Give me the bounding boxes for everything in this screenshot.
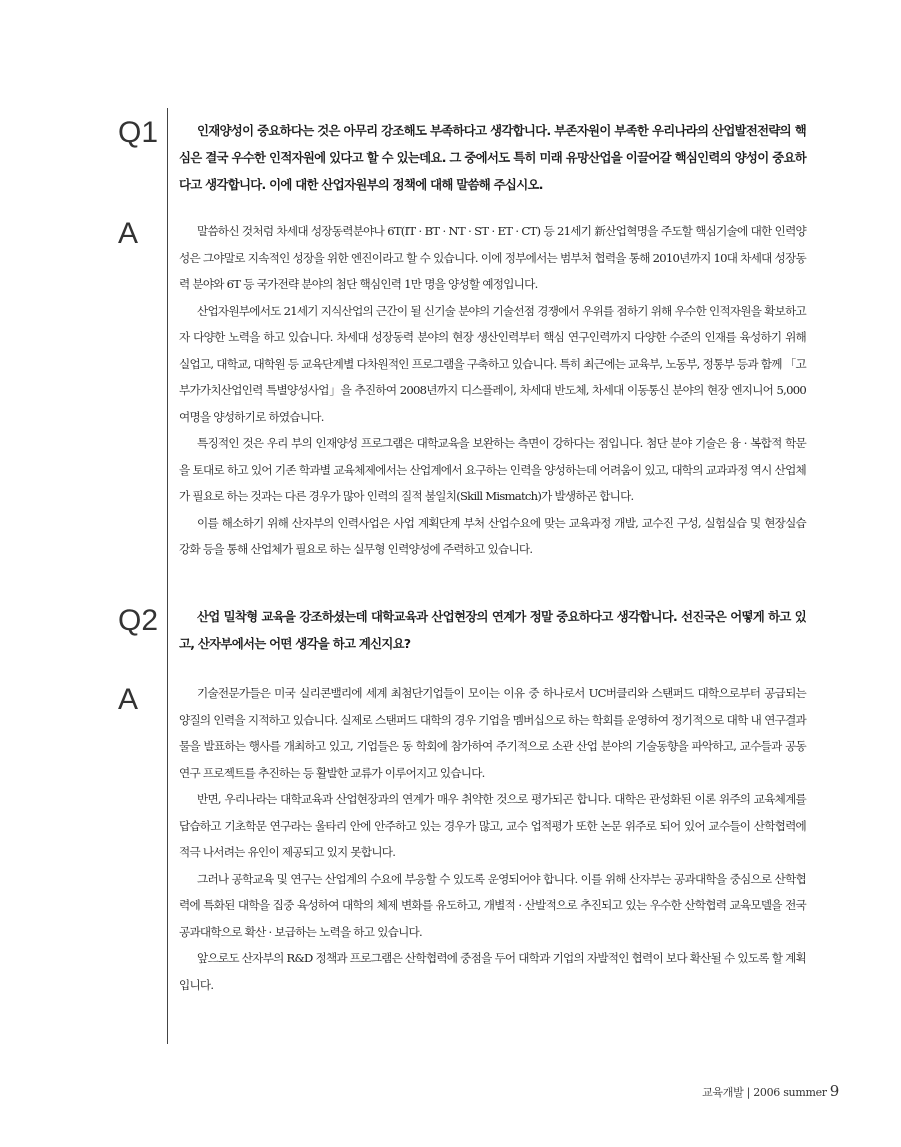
question-1 <box>179 117 806 198</box>
answer-2-paragraph: 반면, 우리나라는 대학교육과 산업현장과의 연계가 매우 취약한 것으로 평가되곤 합니다. 대학은 관성화된 이론 위주의 교육체계를 답습하고 기초학문 연구라는 울타리 안에 안주하고 있는 경우가 많고, 교수 업적평가 또한 논문 위주로 되어 있어 교수들이 산학협력에 적극 나서려는 유인이 제공되고 있지 못합니다. <box>179 792 806 859</box>
question-1-text: 인재양성이 중요하다는 것은 아무리 강조해도 부족하다고 생각합니다. 부존자원이 부족한 우리나라의 산업발전전략의 핵심은 결국 우수한 인적자원에 있다고 할 수 있는데요. 그 중에서도 특히 미래 유망산업을 이끌어갈 핵심인력의 양성이 중요하다고 생각합니다. 이에 대한 산업자원부의 정책에 대해 말씀해 주십시오. <box>179 123 806 192</box>
question-2-text: 산업 밀착형 교육을 강조하셨는데 대학교육과 산업현장의 연계가 정말 중요하다고 생각합니다. 선진국은 어떻게 하고 있고, 산자부에서는 어떤 생각을 하고 계신지요? <box>179 609 806 651</box>
answer-2-paragraph: 기술전문가들은 미국 실리콘밸리에 세계 최첨단기업들이 모이는 이유 중 하나로서 UC버클리와 스탠퍼드 대학으로부터 공급되는 양질의 인력을 지적하고 있습니다. 실제로 스탠퍼드 대학의 경우 기업을 멤버십으로 하는 학회를 운영하여 정기적으로 대학 내 연구결과물을 발표하는 행사를 개최하고 있고, 기업들은 동 학회에 참가하여 주기적으로 소관 산업 분야의 기술동향을 파악하고, 교수들과 공동연구 프로젝트를 추진하는 등 활발한 교류가 이루어지고 있습니다. <box>179 686 806 780</box>
answer-1-paragraph: 특징적인 것은 우리 부의 인재양성 프로그램은 대학교육을 보완하는 측면이 강하다는 점입니다. 첨단 분야 기술은 융 · 복합적 학문을 토대로 하고 있어 기존 학과별 교육체제에서는 산업계에서 요구하는 인력을 양성하는데 어려움이 있고, 대학의 교과과정 역시 산업체가 필요로 하는 것과는 다른 경우가 많아 인력의 질적 불일치(Skill Mismatch)가 발생하곤 합니다. <box>179 436 806 503</box>
a1-label: A <box>118 217 139 250</box>
answer-1 <box>179 218 806 563</box>
answer-1-paragraph: 말씀하신 것처럼 차세대 성장동력분야나 6T(IT · BT · NT · ST · ET · CT) 등 21세기 新산업혁명을 주도할 핵심기술에 대한 인력양성은 그야말로 지속적인 성장을 위한 엔진이라고 할 수 있습니다. 이에 정부에서는 범부처 협력을 통해 2010년까지 10대 차세대 성장동력 분야와 6T 등 국가전략 분야의 첨단 핵심인력 1만 명을 양성할 예정입니다. <box>179 224 806 291</box>
answer-1-paragraph: 산업자원부에서도 21세기 지식산업의 근간이 될 신기술 분야의 기술선점 경쟁에서 우위를 점하기 위해 우수한 인적자원을 확보하고자 다양한 노력을 하고 있습니다. 차세대 성장동력 분야의 현장 생산인력부터 핵심 연구인력까지 다양한 수준의 인재를 육성하기 위해 실업고, 대학교, 대학원 등 교육단계별 다차원적인 프로그램을 구축하고 있습니다. 특히 최근에는 교육부, 노동부, 정통부 등과 함께 「고부가가치산업인력 특별양성사업」을 추진하여 2008년까지 디스플레이, 차세대 반도체, 차세대 이동통신 분야의 현장 엔지니어 5,000여명을 양성하기로 하였습니다. <box>179 303 806 424</box>
question-2 <box>179 603 806 657</box>
answer-2 <box>179 680 806 998</box>
answer-2-paragraph: 그러나 공학교육 및 연구는 산업계의 수요에 부응할 수 있도록 운영되어야 합니다. 이를 위해 산자부는 공과대학을 중심으로 산학협력에 특화된 대학을 집중 육성하여 대학의 체제 변화를 유도하고, 개별적 · 산발적으로 추진되고 있는 우수한 산학협력 교육모델을 전국 공과대학으로 확산 · 보급하는 노력을 하고 있습니다. <box>179 871 806 939</box>
page-footer <box>702 1082 839 1100</box>
answer-2-paragraph: 앞으로도 산자부의 R&D 정책과 프로그램은 산학협력에 중점을 두어 대학과 기업의 자발적인 협력이 보다 확산될 수 있도록 할 계획입니다. <box>179 951 806 992</box>
answer-1-paragraph: 이를 해소하기 위해 산자부의 인력사업은 사업 계획단계 부처 산업수요에 맞는 교육과정 개발, 교수진 구성, 실험실습 및 현장실습 강화 등을 통해 산업체가 필요로 하는 실무형 인력양성에 주력하고 있습니다. <box>179 515 806 556</box>
vertical-divider <box>167 108 168 1044</box>
page-number: 9 <box>829 1082 839 1100</box>
a2-label: A <box>118 683 139 716</box>
q1-label: Q1 <box>118 116 159 149</box>
q2-label: Q2 <box>118 604 159 637</box>
footer-text: 교육개발 | 2006 summer <box>702 1086 827 1099</box>
